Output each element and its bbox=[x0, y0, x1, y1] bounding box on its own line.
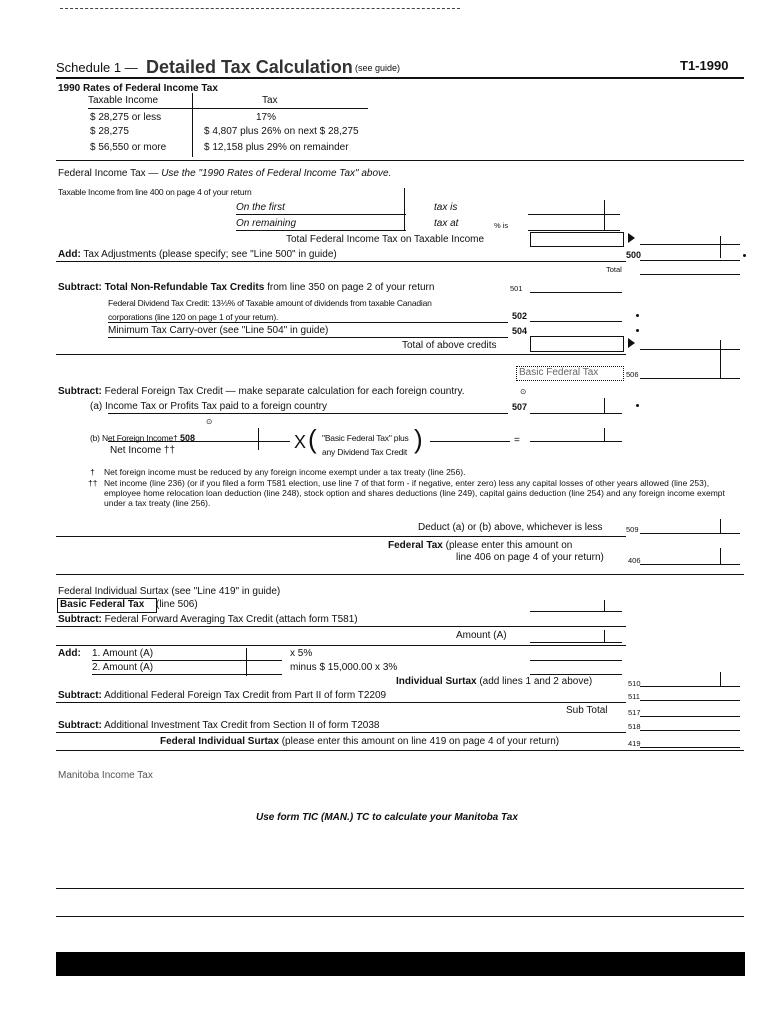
rates-heading: 1990 Rates of Federal Income Tax bbox=[58, 83, 218, 94]
line-419-rule bbox=[640, 747, 740, 748]
rates-row-1-income: $ 28,275 or less bbox=[90, 112, 162, 123]
sub-total-label: Sub Total bbox=[566, 705, 608, 716]
line-510-rule bbox=[640, 686, 740, 687]
line-501: 501 bbox=[510, 284, 523, 293]
foreign-circle-mark: ⊙ bbox=[520, 387, 527, 396]
footnote-mark-1: † bbox=[90, 467, 95, 477]
line-517-rule bbox=[640, 716, 740, 717]
total-on-taxable-box[interactable] bbox=[530, 232, 624, 247]
additional-investment-rule bbox=[56, 732, 626, 733]
tax-at-label: tax at bbox=[434, 218, 459, 229]
arrow-right-icon bbox=[628, 338, 635, 348]
tax-amount-rule-1 bbox=[528, 214, 620, 215]
bottom-rule-2 bbox=[56, 916, 744, 917]
form-id: T1-1990 bbox=[680, 58, 729, 73]
pct-is-label: % is bbox=[494, 221, 509, 230]
surtax-item-2: 2. Amount (A) bbox=[92, 662, 154, 673]
line-510: 510 bbox=[628, 679, 641, 688]
bottom-black-bar bbox=[56, 952, 745, 976]
bottom-rule-1 bbox=[56, 888, 744, 889]
on-first-label: On the first bbox=[236, 202, 285, 213]
foreign-tax-paid-rule bbox=[108, 413, 508, 414]
surtax-calc-rule-2 bbox=[530, 674, 622, 675]
federal-individual-surtax-line: Federal Individual Surtax (please enter this amount on line 419 on page 4 of your return) bbox=[160, 736, 560, 747]
bullet-icon bbox=[636, 314, 639, 317]
net-foreign-rule bbox=[108, 441, 290, 442]
line-506-rule bbox=[640, 378, 740, 379]
line-502: 502 bbox=[512, 311, 528, 321]
open-paren: ( bbox=[308, 424, 317, 454]
equals-sign: = bbox=[514, 435, 520, 446]
amount-a-divider bbox=[604, 630, 605, 642]
additional-foreign-credit: Subtract: Additional Federal Foreign Tax Credit from Part II of form T2209 bbox=[58, 690, 387, 701]
adj-result-rule bbox=[640, 244, 740, 245]
surtax-item-1: 1. Amount (A) bbox=[92, 648, 154, 659]
line-419: 419 bbox=[628, 739, 641, 748]
rates-col-taxable: Taxable Income bbox=[88, 95, 159, 106]
net-foreign-income-label: (b) Net Foreign Income† bbox=[90, 433, 178, 443]
fraction-top: "Basic Federal Tax" plus bbox=[322, 433, 409, 443]
line-506: 506 bbox=[626, 370, 639, 379]
total-label: Total bbox=[606, 265, 622, 274]
credits-result-rule bbox=[640, 349, 740, 350]
total-on-taxable: Total Federal Income Tax on Taxable Income bbox=[286, 234, 485, 245]
federal-tax-line-2: line 406 on page 4 of your return) bbox=[456, 552, 604, 563]
taxable-income-line: Taxable Income from line 400 on page 4 of your return bbox=[58, 187, 252, 197]
amount-a-rule bbox=[530, 642, 622, 643]
tax-amount-divider bbox=[604, 200, 605, 230]
bullet-icon bbox=[636, 404, 639, 407]
line-504: 504 bbox=[512, 326, 528, 336]
schedule-prefix: Schedule 1 — bbox=[56, 60, 138, 75]
net-foreign-divider bbox=[258, 428, 259, 450]
foreign-tax-paid: (a) Income Tax or Profits Tax paid to a foreign country bbox=[90, 401, 327, 412]
basic-federal-tax-label: Basic Federal Tax bbox=[519, 367, 599, 378]
times-sign: X bbox=[294, 432, 307, 452]
federal-tax-line: Federal Tax (please enter this amount on bbox=[388, 540, 573, 551]
credits-bottom-rule bbox=[56, 354, 626, 355]
rates-row-1-tax: 17% bbox=[256, 112, 277, 123]
line-511: 511 bbox=[628, 692, 640, 701]
surtax-item-1-calc: x 5% bbox=[290, 648, 313, 659]
rates-header-rule bbox=[88, 108, 368, 109]
individual-surtax-line: Individual Surtax (add lines 1 and 2 above) bbox=[396, 676, 593, 687]
tax-is-label: tax is bbox=[434, 202, 458, 213]
surtax-item-divider bbox=[246, 648, 247, 676]
rates-divider bbox=[192, 93, 193, 157]
fraction-answer-rule bbox=[530, 441, 622, 442]
manitoba-heading: Manitoba Income Tax bbox=[58, 770, 153, 781]
top-rule bbox=[60, 8, 460, 9]
additional-investment-credit: Subtract: Additional Investment Tax Credit from Section II of form T2038 bbox=[58, 720, 380, 731]
surtax-basic-label: Basic Federal Tax bbox=[60, 599, 145, 610]
dividend-text-2: corporations (line 120 on page 1 of your return). bbox=[108, 312, 279, 322]
line-406-rule bbox=[640, 564, 740, 565]
surtax-basic-divider bbox=[604, 600, 605, 611]
credits-result-divider bbox=[720, 340, 721, 360]
additional-foreign-rule bbox=[56, 702, 626, 703]
line-509-divider bbox=[720, 519, 721, 533]
dividend-rule bbox=[108, 322, 508, 323]
line-507-divider bbox=[604, 398, 605, 413]
footnote-mark-2: †† bbox=[88, 478, 98, 488]
line-506-divider bbox=[720, 360, 721, 378]
surtax-item-2-calc: minus $ 15,000.00 x 3% bbox=[290, 662, 398, 673]
surtax-heading: Federal Individual Surtax (see "Line 419" in guide) bbox=[58, 586, 281, 597]
fraction-answer-divider bbox=[604, 428, 605, 441]
line-406-divider bbox=[720, 548, 721, 564]
on-remaining-label: On remaining bbox=[236, 218, 297, 229]
surtax-basic-rest: (line 506) bbox=[156, 599, 198, 610]
fed-tax-heading: Federal Income Tax — Use the "1990 Rates of Federal Income Tax" above. bbox=[58, 168, 392, 179]
forward-averaging-amount-rule bbox=[530, 626, 622, 627]
line-517: 517 bbox=[628, 708, 641, 717]
manitoba-instruction: Use form TIC (MAN.) TC to calculate your Manitoba Tax bbox=[256, 812, 518, 823]
schedule-title: Detailed Tax Calculation bbox=[146, 57, 353, 77]
arrow-right-icon bbox=[628, 233, 635, 243]
dividend-text-1: Federal Dividend Tax Credit: 13⅓% of Taxable amount of dividends from taxable Canadian bbox=[108, 298, 432, 308]
line-507: 507 bbox=[512, 402, 528, 412]
on-first-rule bbox=[236, 214, 406, 215]
tax-amount-rule-2 bbox=[528, 230, 620, 231]
rates-col-tax: Tax bbox=[262, 95, 278, 106]
surtax-calc-rule-1 bbox=[530, 660, 622, 661]
amount-a-section-rule bbox=[56, 645, 626, 646]
surtax-item-1-rule bbox=[92, 660, 282, 661]
min-tax-carryover: Minimum Tax Carry-over (see "Line 504" in guide) bbox=[108, 325, 329, 336]
net-income-label: Net Income †† bbox=[110, 445, 176, 456]
line-509-rule bbox=[640, 533, 740, 534]
total-rule bbox=[640, 274, 740, 275]
on-remaining-rule bbox=[236, 230, 406, 231]
surtax-add-label: Add: bbox=[58, 648, 81, 659]
credits-title: Subtract: Total Non-Refundable Tax Credits from line 350 on page 2 of your return bbox=[58, 282, 435, 293]
line-518-rule bbox=[640, 730, 740, 731]
min-tax-rule bbox=[108, 337, 508, 338]
rates-row-3-tax: $ 12,158 plus 29% on remainder bbox=[204, 142, 349, 153]
fraction-result-rule bbox=[430, 441, 510, 442]
deduct-rule bbox=[56, 536, 626, 537]
fed-tax-divider bbox=[404, 188, 405, 230]
tax-adjustments-line: Add: Tax Adjustments (please specify; see "Line 500" in guide) bbox=[58, 249, 337, 260]
surtax-bottom-rule bbox=[56, 750, 744, 751]
surtax-basic-rule bbox=[530, 611, 622, 612]
line-507-rule bbox=[530, 413, 622, 414]
fraction-bottom: any Dividend Tax Credit bbox=[322, 447, 408, 457]
foreign-circle-mark-2: ⊙ bbox=[206, 417, 213, 426]
adj-result-divider bbox=[720, 236, 721, 258]
line-518: 518 bbox=[628, 722, 641, 731]
see-guide: (see guide) bbox=[355, 63, 401, 73]
line-406: 406 bbox=[628, 556, 641, 565]
rates-bottom-rule bbox=[56, 160, 744, 161]
footnote-1: Net foreign income must be reduced by any foreign income exempt under a tax treaty (line 256). bbox=[104, 467, 466, 477]
line-508: 508 bbox=[180, 433, 196, 443]
amount-a-label: Amount (A) bbox=[456, 630, 507, 641]
bullet-icon bbox=[636, 329, 639, 332]
line-500-rule bbox=[640, 260, 740, 261]
line-500: 500 bbox=[626, 250, 642, 260]
rates-row-2-tax: $ 4,807 plus 26% on next $ 28,275 bbox=[204, 126, 359, 137]
forward-averaging-line: Subtract: Federal Forward Averaging Tax Credit (attach form T581) bbox=[58, 614, 358, 625]
footnote-2: Net income (line 236) (or if you filed a form T581 election, use line 7 of that form - if negative, enter zero) less any capital losses of other years allowed (line 253), employee home relocation loan deduction (line 248), stock option and shares deductions (line 249), capital gains deduction (line 254) and any foreign income exempt under a tax treaty (line 256). bbox=[104, 478, 725, 508]
federal-tax-bottom-rule bbox=[56, 574, 744, 575]
foreign-credit-title: Subtract: Federal Foreign Tax Credit — make separate calculation for each foreign country. bbox=[58, 386, 465, 397]
surtax-item-2-rule bbox=[92, 674, 282, 675]
bullet-icon bbox=[743, 254, 746, 257]
header-rule bbox=[56, 77, 744, 79]
deduct-lesser: Deduct (a) or (b) above, whichever is less bbox=[418, 522, 603, 533]
rates-row-3-income: $ 56,550 or more bbox=[90, 142, 167, 153]
line-501-rule bbox=[530, 292, 622, 293]
total-above-credits: Total of above credits bbox=[402, 340, 497, 351]
line-502-rule bbox=[530, 321, 622, 322]
total-credits-box[interactable] bbox=[530, 336, 624, 352]
line-510-divider bbox=[720, 672, 721, 686]
rates-row-2-income: $ 28,275 bbox=[90, 126, 129, 137]
close-paren: ) bbox=[414, 424, 423, 454]
line-509: 509 bbox=[626, 525, 639, 534]
tax-adjustments-rule bbox=[56, 261, 626, 262]
line-511-rule bbox=[640, 700, 740, 701]
